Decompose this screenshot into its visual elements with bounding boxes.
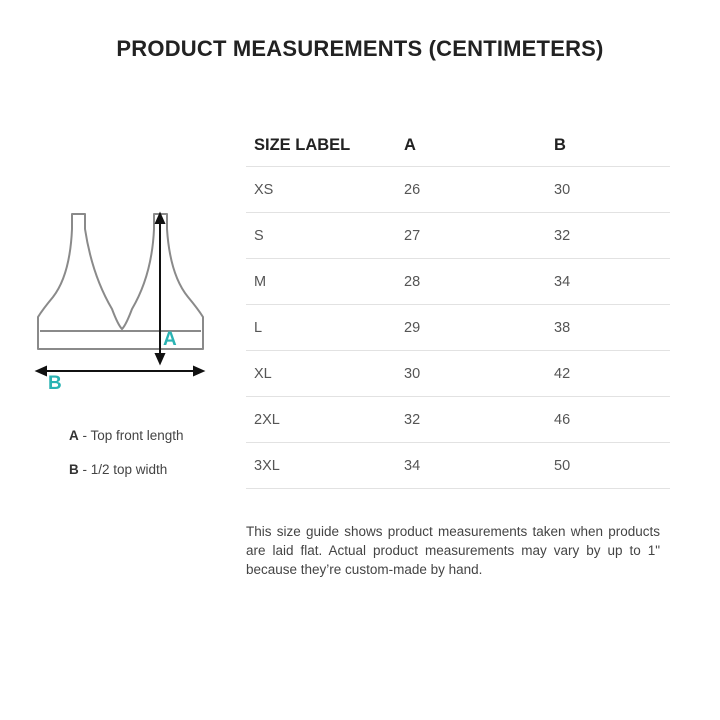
- cell-a: 32: [396, 397, 546, 443]
- legend-text: - 1/2 top width: [78, 462, 168, 477]
- cell-a: 26: [396, 167, 546, 213]
- cell-size: 2XL: [246, 397, 396, 443]
- page-title: PRODUCT MEASUREMENTS (CENTIMETERS): [116, 36, 604, 61]
- size-table: [246, 124, 670, 489]
- cell-size: 3XL: [246, 443, 396, 489]
- table-row: [246, 213, 670, 259]
- table-row: [246, 305, 670, 351]
- table-row: [246, 259, 670, 305]
- label-a: A: [163, 329, 177, 350]
- table-row: [246, 443, 670, 489]
- cell-b: 38: [546, 305, 670, 351]
- cell-a: 29: [396, 305, 546, 351]
- cell-b: 50: [546, 443, 670, 489]
- garment-outline: [38, 214, 203, 349]
- table-row: [246, 351, 670, 397]
- cell-a: 28: [396, 259, 546, 305]
- table-header-row: [246, 124, 670, 167]
- cell-b: 42: [546, 351, 670, 397]
- legend-key: B: [69, 462, 79, 477]
- cell-a: 27: [396, 213, 546, 259]
- cell-a: 30: [396, 351, 546, 397]
- measure-b-arrow: [37, 367, 203, 375]
- legend-item-a: [69, 428, 184, 443]
- cell-b: 30: [546, 167, 670, 213]
- cell-b: 32: [546, 213, 670, 259]
- legend-key: A: [69, 428, 79, 443]
- cell-size: L: [246, 305, 396, 351]
- legend-item-b: [69, 462, 184, 477]
- bra-top-diagram: [30, 205, 220, 400]
- cell-b: 34: [546, 259, 670, 305]
- cell-size: S: [246, 213, 396, 259]
- column-header-size: SIZE LABEL: [246, 124, 396, 167]
- table-row: [246, 167, 670, 213]
- cell-a: 34: [396, 443, 546, 489]
- cell-size: XL: [246, 351, 396, 397]
- cell-size: M: [246, 259, 396, 305]
- cell-b: 46: [546, 397, 670, 443]
- size-guide-note: This size guide shows product measurements taken when products are laid flat. Actual product measurements may vary by up to 1" because they’re custom-made by hand.: [246, 523, 660, 577]
- cell-size: XS: [246, 167, 396, 213]
- table-row: [246, 397, 670, 443]
- column-header-a: A: [396, 124, 546, 167]
- column-header-b: B: [546, 124, 670, 167]
- label-b: B: [48, 373, 62, 394]
- legend-text: - Top front length: [78, 428, 184, 443]
- measurement-legend: [69, 428, 184, 496]
